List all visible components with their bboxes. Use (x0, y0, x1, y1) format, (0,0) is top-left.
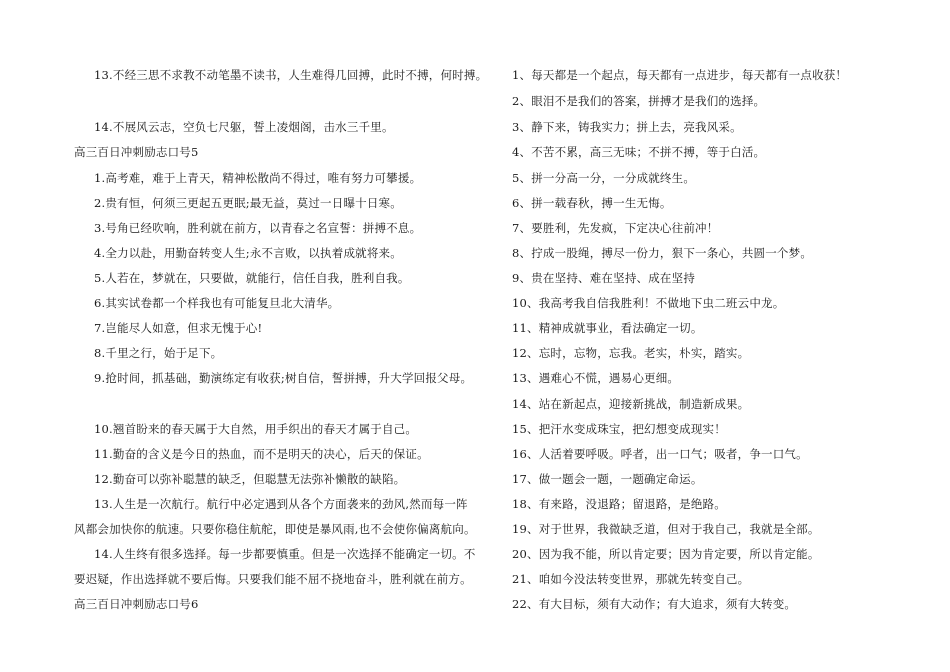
right-line-13: 13、遇难心不慌，遇易心更细。 (512, 371, 680, 385)
right-line-7: 7、要胜利，先发疯，下定决心往前冲！ (512, 221, 719, 235)
left-line-2: 2.贵有恒，何须三更起五更眠;最无益，莫过一日曝十日寒。 (94, 196, 402, 210)
left-line-7: 7.岂能尽人如意，但求无愧于心! (94, 321, 263, 335)
left-line-13a: 13.不经三思不求教不动笔墨不读书，人生难得几回搏，此时不搏，何时搏。 (94, 68, 488, 82)
right-line-5: 5、拼一分高一分，一分成就终生。 (512, 171, 696, 185)
left-line-8: 8.千里之行，始于足下。 (94, 346, 223, 360)
left-line-14a: 14.不展风云志，空负七尺躯，誓上凌烟阁，击水三千里。 (94, 120, 394, 134)
left-line-3: 3.号角已经吹响，胜利就在前方，以青春之名宣誓：拼搏不息。 (94, 221, 422, 235)
left-line-5: 5.人若在，梦就在，只要做，就能行，信任自我，胜利自我。 (94, 271, 410, 285)
left-line-13b-part1: 13.人生是一次航行。航行中必定遇到从各个方面袭来的劲风,然而每一阵 (94, 497, 468, 511)
right-line-2: 2、眼泪不是我们的答案，拼搏才是我们的选择。 (512, 94, 766, 108)
right-line-11: 11、精神成就事业，看法确定一切。 (512, 321, 703, 335)
right-line-1: 1、每天都是一个起点，每天都有一点进步，每天都有一点收获！ (512, 68, 848, 82)
left-line-10: 10.翘首盼来的春天属于大自然，用手织出的春天才属于自己。 (94, 422, 418, 436)
right-line-19: 19、对于世界，我微缺乏道，但对于我自己，我就是全部。 (512, 522, 820, 536)
right-line-9: 9、贵在坚持、难在坚持、成在坚持 (512, 271, 696, 285)
right-line-3: 3、静下来，铸我实力；拼上去，亮我风采。 (512, 120, 742, 134)
left-line-14b-part2: 要迟疑，作出选择就不要后悔。只要我们能不屈不挠地奋斗，胜利就在前方。 (74, 572, 472, 586)
left-line-4: 4.全力以赴，用勤奋转变人生;永不言败，以执着成就将来。 (94, 246, 402, 260)
right-line-16: 16、人活着要呼吸。呼者，出一口气；吸者，争一口气。 (512, 447, 808, 461)
right-line-17: 17、做一题会一题，一题确定命运。 (512, 472, 703, 486)
left-line-1: 1.高考难，难于上青天，精神松散尚不得过，唯有努力可攀援。 (94, 171, 422, 185)
left-line-9: 9.抢时间，抓基础，勤演练定有收获;树自信，誓拼搏，升大学回报父母。 (94, 371, 473, 385)
right-line-8: 8、拧成一股绳，搏尽一份力，狠下一条心，共圆一个梦。 (512, 246, 813, 260)
section-heading-6: 高三百日冲刺励志口号6 (74, 597, 199, 611)
right-line-18: 18、有来路，没退路；留退路，是绝路。 (512, 497, 726, 511)
right-line-15: 15、把汗水变成珠宝，把幻想变成现实！ (512, 422, 726, 436)
right-line-20: 20、因为我不能，所以肯定要；因为肯定要，所以肯定能。 (512, 547, 820, 561)
right-line-12: 12、忘时，忘物，忘我。老实，朴实，踏实。 (512, 346, 750, 360)
section-heading-5: 高三百日冲刺励志口号5 (74, 145, 199, 159)
left-line-14b-part1: 14.人生终有很多选择。每一步都要慎重。但是一次选择不能确定一切。不 (94, 547, 476, 561)
left-line-6: 6.其实试卷都一个样我也有可能复旦北大清华。 (94, 296, 340, 310)
right-line-4: 4、不苦不累，高三无味；不拼不搏，等于白活。 (512, 145, 766, 159)
left-line-11: 11.勤奋的含义是今日的热血，而不是明天的决心，后天的保证。 (94, 447, 429, 461)
right-line-21: 21、咱如今没法转变世界，那就先转变自己。 (512, 572, 750, 586)
right-line-10: 10、我高考我自信我胜利！不做地下虫二班云中龙。 (512, 296, 785, 310)
right-line-6: 6、拼一载春秋，搏一生无悔。 (512, 196, 672, 210)
right-line-22: 22、有大目标，须有大动作；有大追求，须有大转变。 (512, 597, 797, 611)
left-line-12: 12.勤奋可以弥补聪慧的缺乏，但聪慧无法弥补懒散的缺陷。 (94, 472, 406, 486)
right-line-14: 14、站在新起点，迎接新挑战，制造新成果。 (512, 397, 750, 411)
left-line-13b-part2: 风都会加快你的航速。只要你稳住航舵，即使是暴风雨,也不会使你偏离航向。 (74, 522, 476, 536)
